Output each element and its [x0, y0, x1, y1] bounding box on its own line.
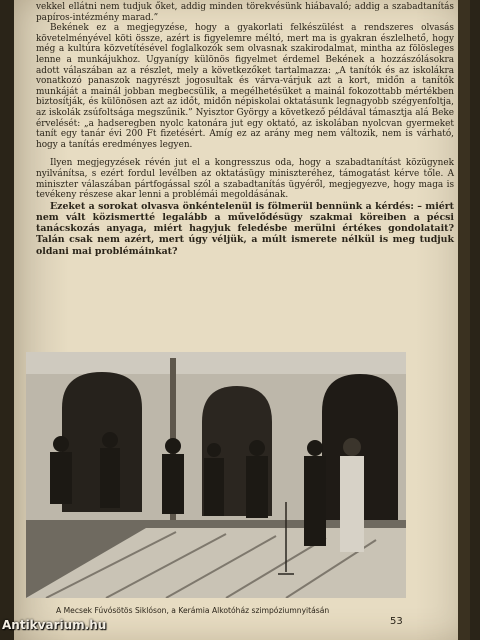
book-page — [14, 0, 470, 640]
book-spine — [458, 0, 470, 640]
article-text — [36, 2, 454, 257]
paragraph-4: Ezeket a sorokat olvasva önkéntelenül is fölmerül bennünk a kérdés: – miért nem vált közismertté legalább a művelődésügy szakmai köreiben a pécsi tanácskozás anyaga, miért hagyjuk feledésbe merülni értékes gondolatait? Talán csak nem azért, mert úgy véljük, a múlt ismerete nélkül is meg tudjuk oldani mai problémáinkat? — [36, 200, 454, 257]
watermark: Antikvarium.hu — [2, 618, 107, 632]
photo-caption: A Mecsek Fúvósötös Siklóson, a Kerámia Alkotóház szimpóziumnyitásán — [56, 606, 330, 615]
photograph — [26, 352, 406, 598]
photo-wind-quintet — [26, 352, 406, 598]
paragraph-2: Bekének ez a megjegyzése, hogy a gyakorlati felkészülést a rendszeres olvasás követelményével köti össze, azért is figyelemre méltó, mert ma is gyakran észlelhető, hogy még a kultúra közvetítésével foglalkozók sem olvasnak szakirodalmat, mintha az fölösleges lenne a munkájukhoz. Ugyanígy különös figyelmet érdemel Bekének a hozzászólásokra adott válaszában az a részlet, mely a következőket tartalmazza: „A tanítók és az iskolákra vonatkozó panaszok nagyrészt jogosultak és várva-várjuk azt a kort, midőn a tanítók munkáját a mainál jobban megbecsülik, a megélhetésüket a mainál fokozottabb mértékben biztosítják, és különösen azt az időt, midőn népiskolai oktatásunk legnagyobb szégyenfoltja, az iskolák zsúfoltsága megszűnik.” Nyisztor György a következő példával támasztja alá Beke érvelését: „a hadseregben nyolc katonára jut egy oktató, az iskolában nyolcvan gyermeket tanít egy tanár évi 200 Ft fizetésért. Amíg ez az arány meg nem változik, nem is várható, hogy a tanítás eredményes legyen. — [36, 23, 454, 150]
paragraph-1: vekkel ellátni nem tudjuk őket, addig minden törekvésünk hiábavaló; addig a szabadtanítás papíros-intézmény marad.” — [36, 2, 454, 23]
paragraph-3: Ilyen megjegyzések révén jut el a kongresszus oda, hogy a szabadtanítást közügynek nyilvánítsa, s ezért fordul levélben az oktatásügy miniszteréhez, támogatást kérve tőle. A miniszter válaszában pártfogással szól a szabadtanítás ügyéről, megjegyezve, hogy maga is tevékeny részese akar lenni a problémái megoldásának. — [36, 158, 454, 201]
page-number: 53 — [390, 616, 403, 627]
